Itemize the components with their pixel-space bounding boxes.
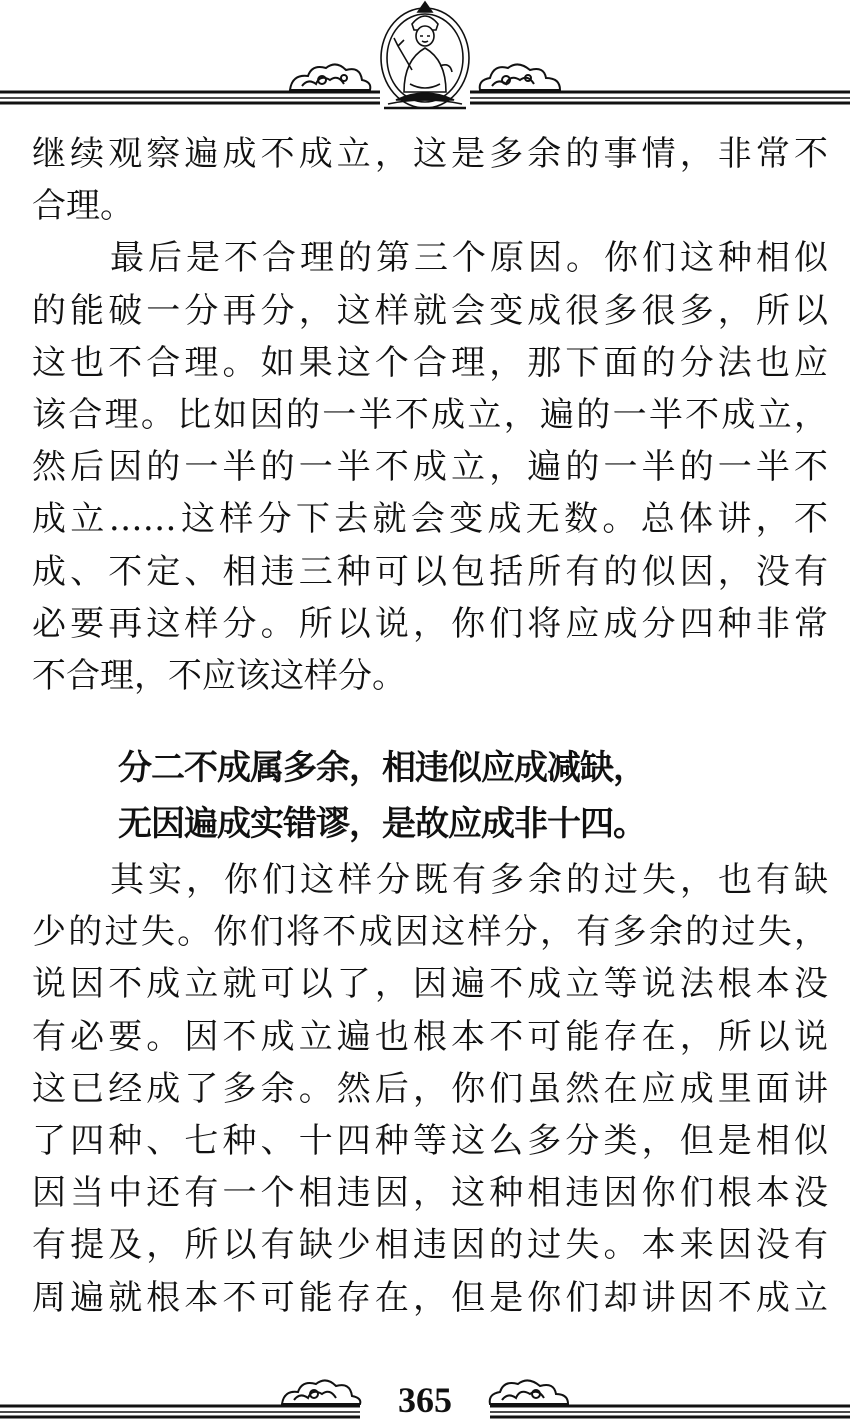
text-line: 必要再这样分。所以说，你们将应成分四种非常 — [32, 603, 828, 644]
text-line: 成、不定、相违三种可以包括所有的似因，没有 — [32, 551, 828, 592]
text-line: 周遍就根本不可能存在，但是你们却讲因不成立 — [32, 1277, 828, 1318]
text-line: 少的过失。你们将不成因这样分，有多余的过失， — [32, 912, 828, 953]
cloud-ornament-left-icon — [290, 64, 370, 90]
header-rule-left — [0, 92, 380, 103]
footer-cloud-left-icon — [282, 1380, 360, 1404]
header-rule-right — [470, 92, 850, 103]
text-line: 有提及，所以有缺少相违因的过失。本来因没有 — [32, 1225, 828, 1266]
text-line: 该合理。比如因的一半不成立，遍的一半不成立， — [32, 394, 828, 435]
root-verse — [32, 742, 828, 850]
text-line: 最后是不合理的第三个原因。你们这种相似 — [110, 238, 828, 279]
padmasambhava-figure-icon — [381, 2, 469, 108]
text-line: 说因不成立就可以了，因遍不成立等说法根本没 — [32, 964, 828, 1005]
paragraph-1 — [32, 128, 828, 232]
commentary-paragraph — [32, 854, 828, 1324]
text-line: 然后因的一半的一半不成立，遍的一半的一半不 — [32, 447, 828, 488]
verse-line: 分二不成属多余，相违似应成减缺， — [118, 748, 646, 789]
text-line: 有必要。因不成立遍也根本不可能存在，所以说 — [32, 1016, 828, 1057]
text-line: 的能破一分再分，这样就会变成很多很多，所以 — [32, 290, 828, 331]
verse-line: 无因遍成实错谬，是故应成非十四。 — [118, 804, 646, 845]
text-line: 合理。 — [32, 186, 134, 227]
text-line: 成立……这样分下去就会变成无数。总体讲，不 — [32, 499, 828, 540]
text-line: 这已经成了多余。然后，你们虽然在应成里面讲 — [32, 1068, 828, 1109]
text-line: 继续观察遍成不成立，这是多余的事情，非常不 — [32, 134, 828, 174]
footer-cloud-right-icon — [490, 1380, 568, 1404]
footer-rule-left — [0, 1406, 360, 1417]
paragraph-2 — [32, 232, 828, 702]
text-line: 了四种、七种、十四种等这么多分类，但是相似 — [32, 1121, 828, 1161]
text-line: 因当中还有一个相违因，这种相违因你们根本没 — [32, 1173, 828, 1214]
header-ornament — [0, 0, 850, 112]
text-line: 不合理，不应该这样分。 — [32, 655, 406, 696]
page-number: 365 — [398, 1380, 452, 1420]
cloud-ornament-right-icon — [480, 64, 560, 90]
section-gap — [32, 702, 828, 742]
footer-rule-right — [490, 1406, 850, 1417]
text-line: 其实，你们这样分既有多余的过失，也有缺 — [110, 860, 828, 901]
text-line: 这也不合理。如果这个合理，那下面的分法也应 — [32, 342, 828, 383]
page-content — [32, 128, 828, 1324]
